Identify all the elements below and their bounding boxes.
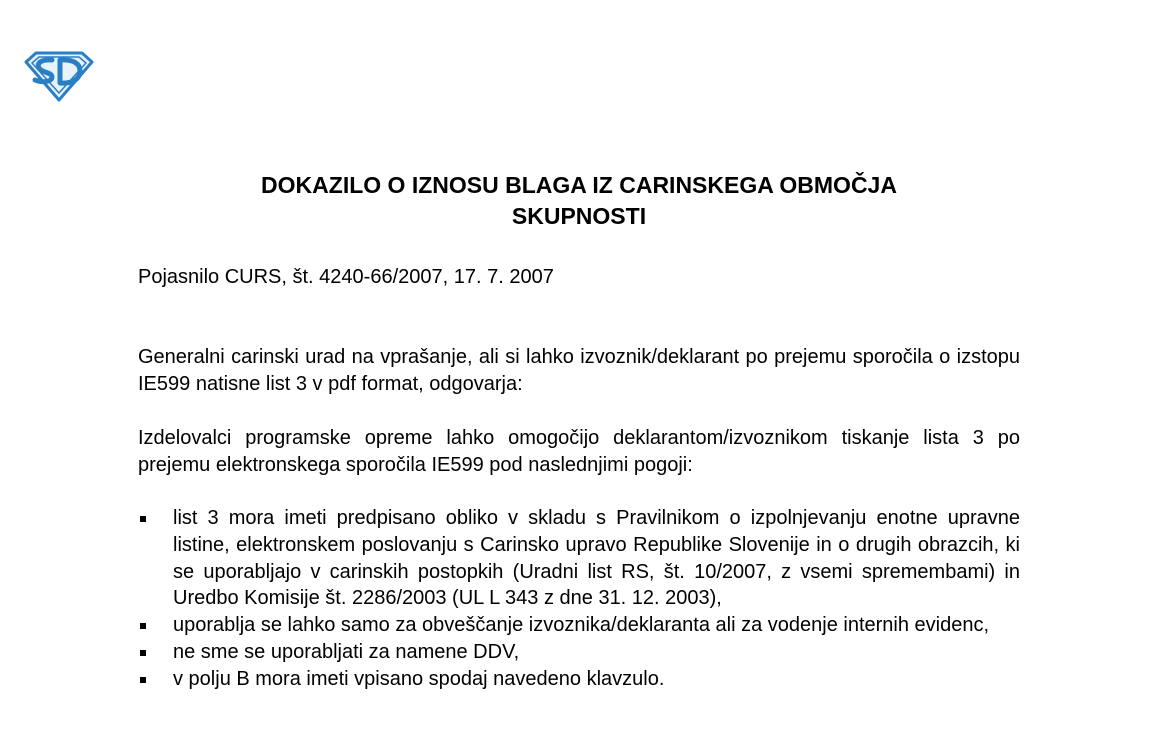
- list-item: [138, 505, 1020, 612]
- list-item: [138, 612, 1020, 639]
- bullet-square-icon: [140, 677, 146, 683]
- document-title: [138, 170, 1020, 232]
- list-item-text: ne sme se uporabljati za namene DDV,: [173, 640, 520, 663]
- bullet-square-icon: [140, 650, 146, 656]
- list-item: [138, 666, 1020, 693]
- document-title-line1: DOKAZILO O IZNOSU BLAGA IZ CARINSKEGA OBMOČJA: [261, 172, 897, 198]
- list-item-text: uporablja se lahko samo za obveščanje izvoznika/deklaranta ali za vodenje internih evidenc,: [173, 614, 990, 637]
- conditions-list: [138, 505, 1020, 693]
- list-item-text: v polju B mora imeti vpisano spodaj navedeno klavzulo.: [173, 667, 665, 690]
- bullet-square-icon: [140, 623, 146, 629]
- paragraph-question: Generalni carinski urad na vprašanje, ali si lahko izvoznik/deklarant po prejemu sporočila o izstopu IE599 natisne list 3 v pdf format, odgovarja:: [138, 346, 1020, 395]
- sd-logo-icon: [22, 50, 96, 104]
- list-item-text: list 3 mora imeti predpisano obliko v skladu s Pravilnikom o izpolnjevanju enotne upravne listine, elektronskem poslovanju s Carinsko upravo Republike Slovenije in o drugih obrazcih, ki se uporabljajo v carinskih postopkih (Uradni list RS, št. 10/2007, z vsemi spremembami) in Uredbo Komisije št. 2286/2003 (UL L 343 z dne 31. 12. 2003),: [173, 507, 1020, 610]
- paragraph-answer: Izdelovalci programske opreme lahko omogočijo deklarantom/izvoznikom tiskanje lista 3 po prejemu elektronskega sporočila IE599 pod naslednjimi pogoji:: [138, 427, 1020, 476]
- bullet-square-icon: [140, 516, 146, 522]
- document-reference: Pojasnilo CURS, št. 4240-66/2007, 17. 7. 2007: [138, 266, 554, 288]
- list-item: [138, 639, 1020, 666]
- document-title-line2: SKUPNOSTI: [511, 203, 647, 229]
